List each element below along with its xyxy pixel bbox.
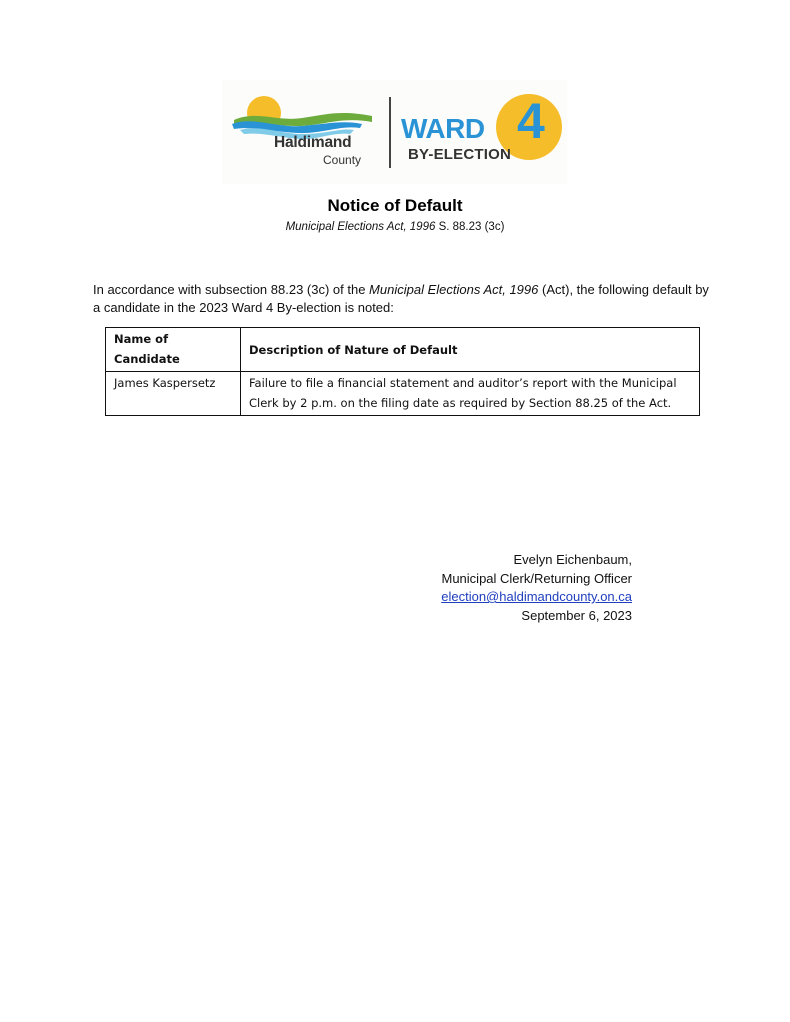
page-title: Notice of Default xyxy=(327,196,463,215)
logo-county-text: County xyxy=(323,153,362,167)
haldimand-ward4-logo xyxy=(222,80,567,184)
subtitle-section: S. 88.23 (3c) xyxy=(435,221,505,233)
default-table xyxy=(105,327,700,416)
email-link[interactable]: election@haldimandcounty.on.ca xyxy=(441,589,632,604)
logo-ward-number: 4 xyxy=(517,93,545,149)
haldimand-landscape-icon xyxy=(222,80,567,184)
intro-text-1: In accordance with subsection 88.23 (3c) of the xyxy=(93,282,370,297)
table-row xyxy=(106,372,700,416)
signatory-title: Municipal Clerk/Returning Officer xyxy=(441,570,632,586)
intro-paragraph xyxy=(93,281,713,317)
intro-text-2: (Act), the following default by a candidate in the 2023 Ward 4 By-election is noted: xyxy=(93,282,709,315)
table-header-row xyxy=(106,328,700,372)
header-description: Description of Nature of Default xyxy=(241,328,700,372)
intro-act-name: Municipal Elections Act, 1996 xyxy=(369,282,539,297)
logo-byelection-text: BY-ELECTION xyxy=(408,146,512,163)
notice-date: September 6, 2023 xyxy=(521,607,632,623)
signatory-name: Evelyn Eichenbaum, xyxy=(513,552,632,567)
default-description: Failure to file a financial statement and auditor’s report with the Municipal Clerk by 2 p.m. on the filing date as required by Section 88.25 of the Act. xyxy=(241,372,700,416)
page-subtitle xyxy=(0,221,790,233)
logo-divider xyxy=(389,97,391,168)
subtitle-act-name: Municipal Elections Act, 1996 xyxy=(285,221,436,233)
header-name-of-candidate: Name of Candidate xyxy=(106,328,241,372)
candidate-name: James Kaspersetz xyxy=(106,372,241,416)
signature-block xyxy=(380,551,632,625)
logo-haldimand-text: Haldimand xyxy=(274,134,352,151)
logo-ward-text: WARD xyxy=(401,113,485,144)
